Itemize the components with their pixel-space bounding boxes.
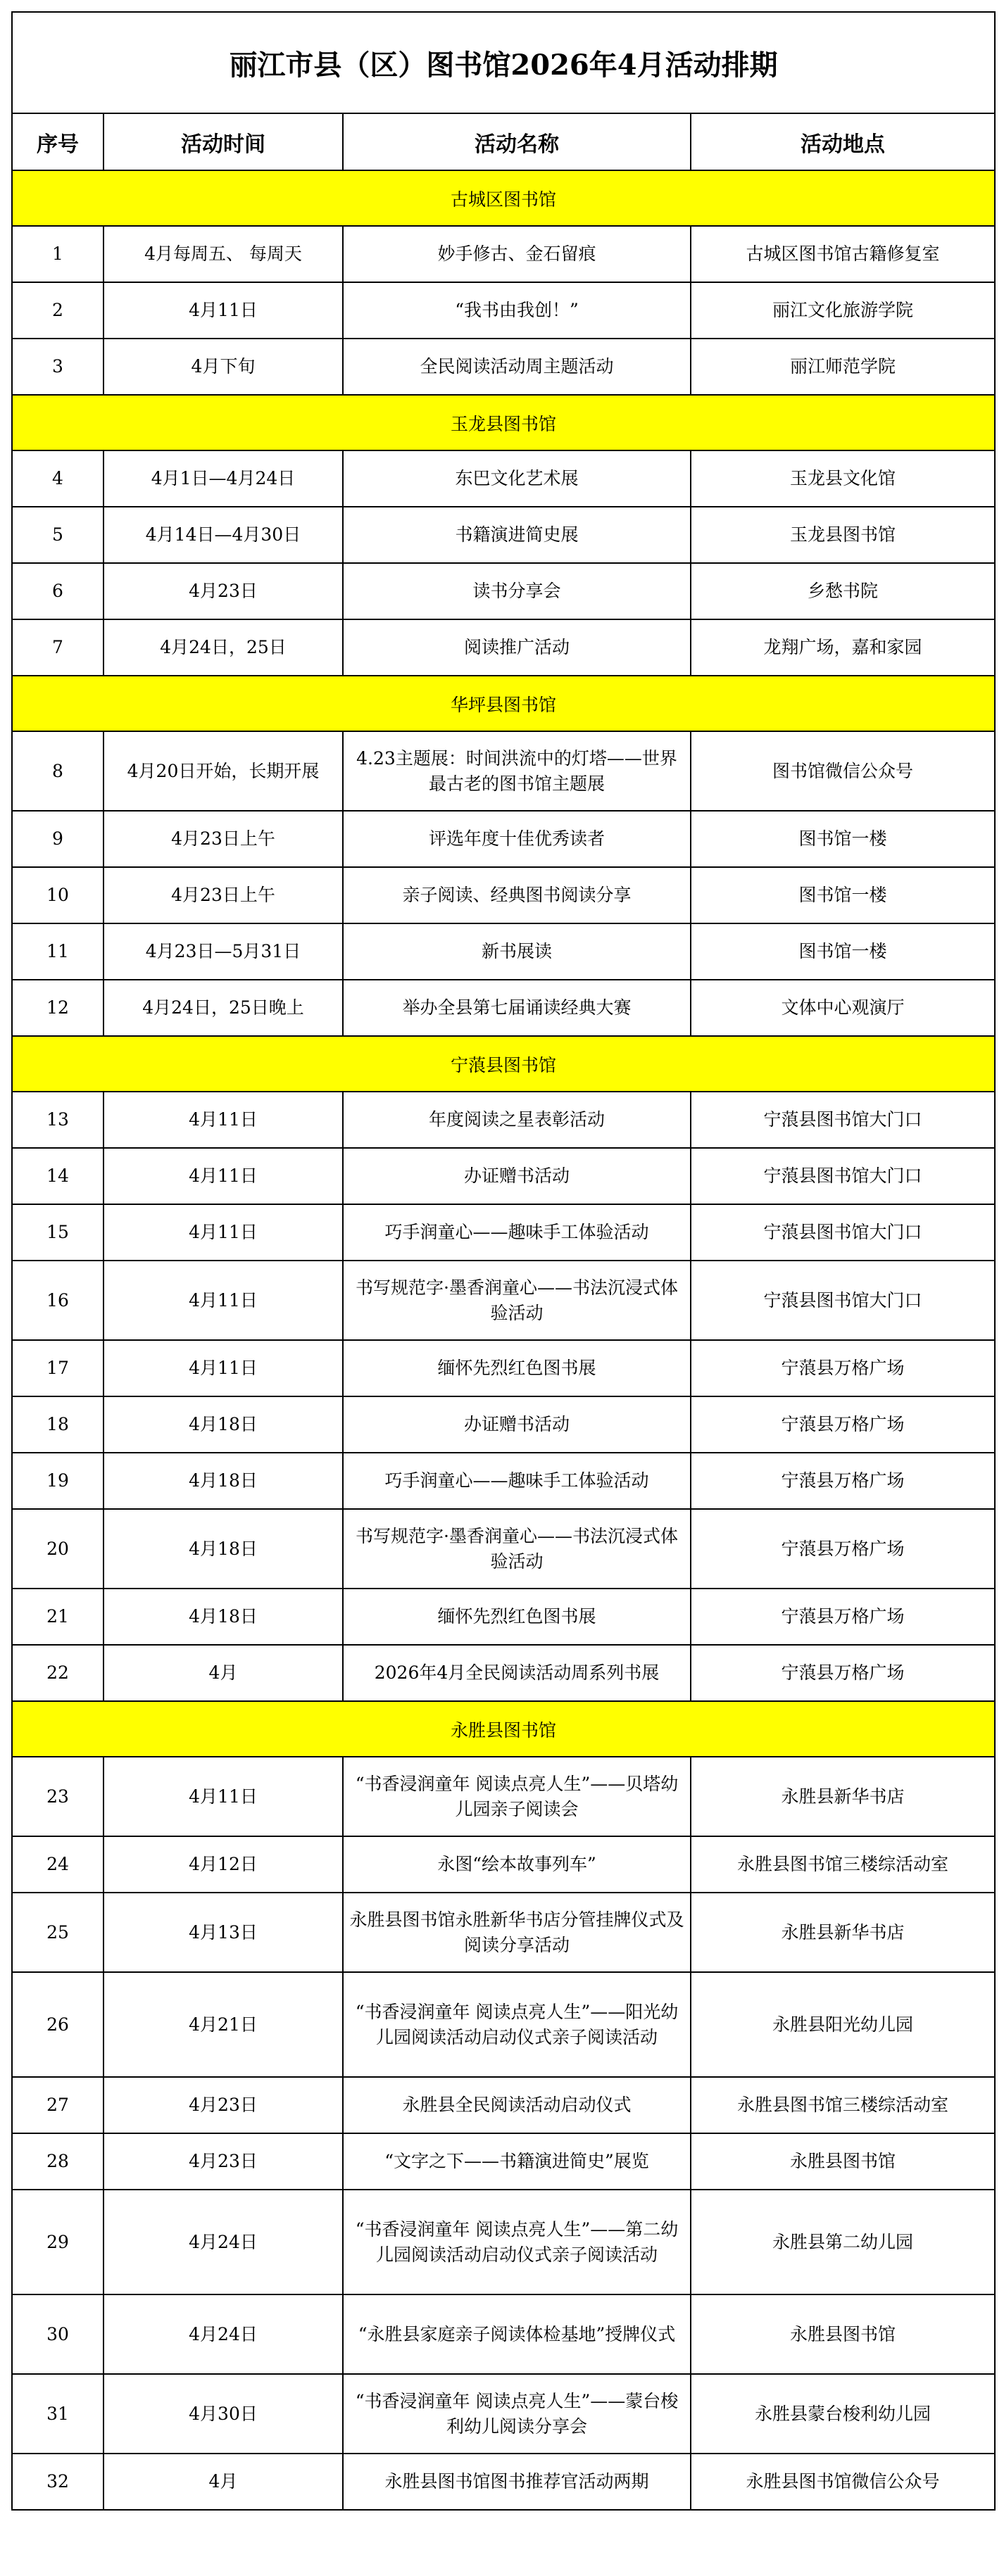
cell-time: 4月20日开始，长期开展 [103, 731, 343, 811]
cell-place: 宁蒗县万格广场 [691, 1396, 995, 1453]
cell-activity: 年度阅读之星表彰活动 [343, 1092, 691, 1148]
header-row [12, 113, 995, 170]
table-row [12, 1836, 995, 1893]
cell-activity: 举办全县第七届诵读经典大赛 [343, 980, 691, 1036]
table-row [12, 2294, 995, 2374]
cell-no: 1 [12, 226, 103, 282]
cell-activity: 4.23主题展：时间洪流中的灯塔——世界最古老的图书馆主题展 [343, 731, 691, 811]
cell-place: 宁蒗县万格广场 [691, 1645, 995, 1701]
cell-activity: 亲子阅读、经典图书阅读分享 [343, 867, 691, 923]
cell-activity: 巧手润童心——趣味手工体验活动 [343, 1204, 691, 1261]
cell-activity: 2026年4月全民阅读活动周系列书展 [343, 1645, 691, 1701]
cell-time: 4月12日 [103, 1836, 343, 1893]
cell-time: 4月13日 [103, 1893, 343, 1972]
cell-no: 5 [12, 507, 103, 563]
cell-time: 4月11日 [103, 1204, 343, 1261]
cell-place: 宁蒗县万格广场 [691, 1509, 995, 1589]
cell-no: 14 [12, 1148, 103, 1204]
cell-no: 24 [12, 1836, 103, 1893]
table-row [12, 1340, 995, 1396]
section-title: 永胜县图书馆 [12, 1701, 995, 1757]
cell-activity: 缅怀先烈红色图书展 [343, 1589, 691, 1645]
cell-time: 4月23日 [103, 2077, 343, 2133]
cell-no: 26 [12, 1972, 103, 2077]
cell-place: 图书馆一楼 [691, 867, 995, 923]
cell-place: 宁蒗县图书馆大门口 [691, 1092, 995, 1148]
cell-activity: “我书由我创！” [343, 282, 691, 339]
cell-time: 4月14日—4月30日 [103, 507, 343, 563]
table-row [12, 1396, 995, 1453]
cell-activity: 东巴文化艺术展 [343, 450, 691, 507]
table-row [12, 619, 995, 676]
table-row [12, 226, 995, 282]
cell-place: 永胜县第二幼儿园 [691, 2190, 995, 2294]
table-row [12, 1645, 995, 1701]
cell-place: 永胜县新华书店 [691, 1893, 995, 1972]
table-row [12, 1589, 995, 1645]
cell-no: 20 [12, 1509, 103, 1589]
cell-time: 4月18日 [103, 1509, 343, 1589]
cell-place: 玉龙县文化馆 [691, 450, 995, 507]
cell-activity: 书写规范字·墨香润童心——书法沉浸式体验活动 [343, 1509, 691, 1589]
cell-no: 7 [12, 619, 103, 676]
section-title: 宁蒗县图书馆 [12, 1036, 995, 1092]
cell-activity: 全民阅读活动周主题活动 [343, 339, 691, 395]
cell-activity: 永胜县全民阅读活动启动仪式 [343, 2077, 691, 2133]
cell-no: 2 [12, 282, 103, 339]
cell-time: 4月1日—4月24日 [103, 450, 343, 507]
cell-no: 11 [12, 923, 103, 980]
header-time: 活动时间 [103, 113, 343, 170]
table-row [12, 563, 995, 619]
section-title: 华坪县图书馆 [12, 676, 995, 731]
cell-activity: 新书展读 [343, 923, 691, 980]
cell-no: 17 [12, 1340, 103, 1396]
cell-time: 4月11日 [103, 1092, 343, 1148]
cell-place: 永胜县图书馆三楼综活动室 [691, 1836, 995, 1893]
cell-place: 乡愁书院 [691, 563, 995, 619]
cell-activity: 永胜县图书馆图书推荐官活动两期 [343, 2454, 691, 2510]
cell-time: 4月11日 [103, 1148, 343, 1204]
cell-no: 3 [12, 339, 103, 395]
cell-activity: 永图“绘本故事列车” [343, 1836, 691, 1893]
table-row [12, 1972, 995, 2077]
table-row [12, 1757, 995, 1836]
section-row [12, 1701, 995, 1757]
section-title: 玉龙县图书馆 [12, 395, 995, 450]
cell-time: 4月11日 [103, 1261, 343, 1340]
cell-activity: 阅读推广活动 [343, 619, 691, 676]
cell-activity: “永胜县家庭亲子阅读体检基地”授牌仪式 [343, 2294, 691, 2374]
cell-place: 永胜县图书馆微信公众号 [691, 2454, 995, 2510]
page-title: 丽江市县（区）图书馆2026年4月活动排期 [12, 12, 995, 113]
cell-place: 永胜县图书馆三楼综活动室 [691, 2077, 995, 2133]
table-row [12, 282, 995, 339]
table-row [12, 811, 995, 867]
cell-place: 宁蒗县图书馆大门口 [691, 1148, 995, 1204]
cell-time: 4月23日 [103, 2133, 343, 2190]
cell-activity: 书籍演进简史展 [343, 507, 691, 563]
table-row [12, 1092, 995, 1148]
cell-activity: “书香浸润童年 阅读点亮人生”——第二幼儿园阅读活动启动仪式亲子阅读活动 [343, 2190, 691, 2294]
cell-activity: 办证赠书活动 [343, 1396, 691, 1453]
cell-no: 31 [12, 2374, 103, 2454]
table-row [12, 2374, 995, 2454]
table-row [12, 2190, 995, 2294]
cell-activity: 办证赠书活动 [343, 1148, 691, 1204]
section-row [12, 676, 995, 731]
cell-place: 宁蒗县万格广场 [691, 1340, 995, 1396]
table-row [12, 1453, 995, 1509]
cell-no: 29 [12, 2190, 103, 2294]
cell-no: 16 [12, 1261, 103, 1340]
table-row [12, 1204, 995, 1261]
table-row [12, 2133, 995, 2190]
cell-time: 4月23日—5月31日 [103, 923, 343, 980]
cell-time: 4月21日 [103, 1972, 343, 2077]
cell-time: 4月11日 [103, 1340, 343, 1396]
cell-time: 4月24日 [103, 2294, 343, 2374]
cell-time: 4月 [103, 2454, 343, 2510]
cell-place: 龙翔广场，嘉和家园 [691, 619, 995, 676]
cell-no: 15 [12, 1204, 103, 1261]
cell-no: 8 [12, 731, 103, 811]
cell-no: 13 [12, 1092, 103, 1148]
cell-time: 4月 [103, 1645, 343, 1701]
cell-activity: “书香浸润童年 阅读点亮人生”——阳光幼儿园阅读活动启动仪式亲子阅读活动 [343, 1972, 691, 2077]
table-row [12, 867, 995, 923]
cell-place: 玉龙县图书馆 [691, 507, 995, 563]
table-row [12, 2077, 995, 2133]
cell-no: 30 [12, 2294, 103, 2374]
cell-activity: 永胜县图书馆永胜新华书店分管挂牌仪式及阅读分享活动 [343, 1893, 691, 1972]
cell-no: 28 [12, 2133, 103, 2190]
cell-place: 宁蒗县万格广场 [691, 1589, 995, 1645]
table-row [12, 1261, 995, 1340]
cell-place: 宁蒗县万格广场 [691, 1453, 995, 1509]
cell-place: 古城区图书馆古籍修复室 [691, 226, 995, 282]
table-row [12, 1148, 995, 1204]
cell-time: 4月每周五、 每周天 [103, 226, 343, 282]
section-title: 古城区图书馆 [12, 170, 995, 226]
cell-time: 4月11日 [103, 282, 343, 339]
cell-no: 9 [12, 811, 103, 867]
table-row [12, 1509, 995, 1589]
cell-time: 4月23日上午 [103, 867, 343, 923]
section-row [12, 170, 995, 226]
cell-no: 27 [12, 2077, 103, 2133]
cell-no: 32 [12, 2454, 103, 2510]
cell-time: 4月30日 [103, 2374, 343, 2454]
cell-place: 图书馆微信公众号 [691, 731, 995, 811]
header-no: 序号 [12, 113, 103, 170]
cell-place: 宁蒗县图书馆大门口 [691, 1204, 995, 1261]
cell-time: 4月18日 [103, 1453, 343, 1509]
cell-activity: 读书分享会 [343, 563, 691, 619]
cell-activity: 评选年度十佳优秀读者 [343, 811, 691, 867]
cell-place: 永胜县图书馆 [691, 2133, 995, 2190]
cell-time: 4月11日 [103, 1757, 343, 1836]
cell-place: 丽江师范学院 [691, 339, 995, 395]
cell-time: 4月23日 [103, 563, 343, 619]
cell-place: 丽江文化旅游学院 [691, 282, 995, 339]
cell-time: 4月24日，25日 [103, 619, 343, 676]
schedule-table [11, 11, 996, 2511]
cell-time: 4月18日 [103, 1589, 343, 1645]
cell-activity: 书写规范字·墨香润童心——书法沉浸式体验活动 [343, 1261, 691, 1340]
schedule-sheet [11, 11, 994, 2511]
cell-activity: 巧手润童心——趣味手工体验活动 [343, 1453, 691, 1509]
cell-place: 永胜县蒙台梭利幼儿园 [691, 2374, 995, 2454]
cell-place: 文体中心观演厅 [691, 980, 995, 1036]
header-place: 活动地点 [691, 113, 995, 170]
table-row [12, 923, 995, 980]
table-row [12, 507, 995, 563]
table-row [12, 450, 995, 507]
table-row [12, 1893, 995, 1972]
cell-activity: “书香浸润童年 阅读点亮人生”——蒙台梭利幼儿阅读分享会 [343, 2374, 691, 2454]
cell-time: 4月24日 [103, 2190, 343, 2294]
cell-no: 4 [12, 450, 103, 507]
cell-no: 23 [12, 1757, 103, 1836]
table-row [12, 980, 995, 1036]
table-row [12, 2454, 995, 2510]
cell-no: 10 [12, 867, 103, 923]
cell-activity: 缅怀先烈红色图书展 [343, 1340, 691, 1396]
cell-no: 6 [12, 563, 103, 619]
cell-no: 25 [12, 1893, 103, 1972]
cell-activity: 妙手修古、金石留痕 [343, 226, 691, 282]
cell-no: 19 [12, 1453, 103, 1509]
cell-place: 图书馆一楼 [691, 923, 995, 980]
cell-no: 12 [12, 980, 103, 1036]
cell-no: 18 [12, 1396, 103, 1453]
cell-place: 图书馆一楼 [691, 811, 995, 867]
cell-activity: “书香浸润童年 阅读点亮人生”——贝塔幼儿园亲子阅读会 [343, 1757, 691, 1836]
cell-no: 22 [12, 1645, 103, 1701]
header-name: 活动名称 [343, 113, 691, 170]
cell-no: 21 [12, 1589, 103, 1645]
section-row [12, 395, 995, 450]
cell-place: 永胜县新华书店 [691, 1757, 995, 1836]
cell-place: 宁蒗县图书馆大门口 [691, 1261, 995, 1340]
cell-time: 4月下旬 [103, 339, 343, 395]
cell-activity: “文字之下——书籍演进简史”展览 [343, 2133, 691, 2190]
cell-place: 永胜县图书馆 [691, 2294, 995, 2374]
section-row [12, 1036, 995, 1092]
cell-place: 永胜县阳光幼儿园 [691, 1972, 995, 2077]
table-row [12, 339, 995, 395]
table-row [12, 731, 995, 811]
cell-time: 4月23日上午 [103, 811, 343, 867]
cell-time: 4月24日，25日晚上 [103, 980, 343, 1036]
cell-time: 4月18日 [103, 1396, 343, 1453]
